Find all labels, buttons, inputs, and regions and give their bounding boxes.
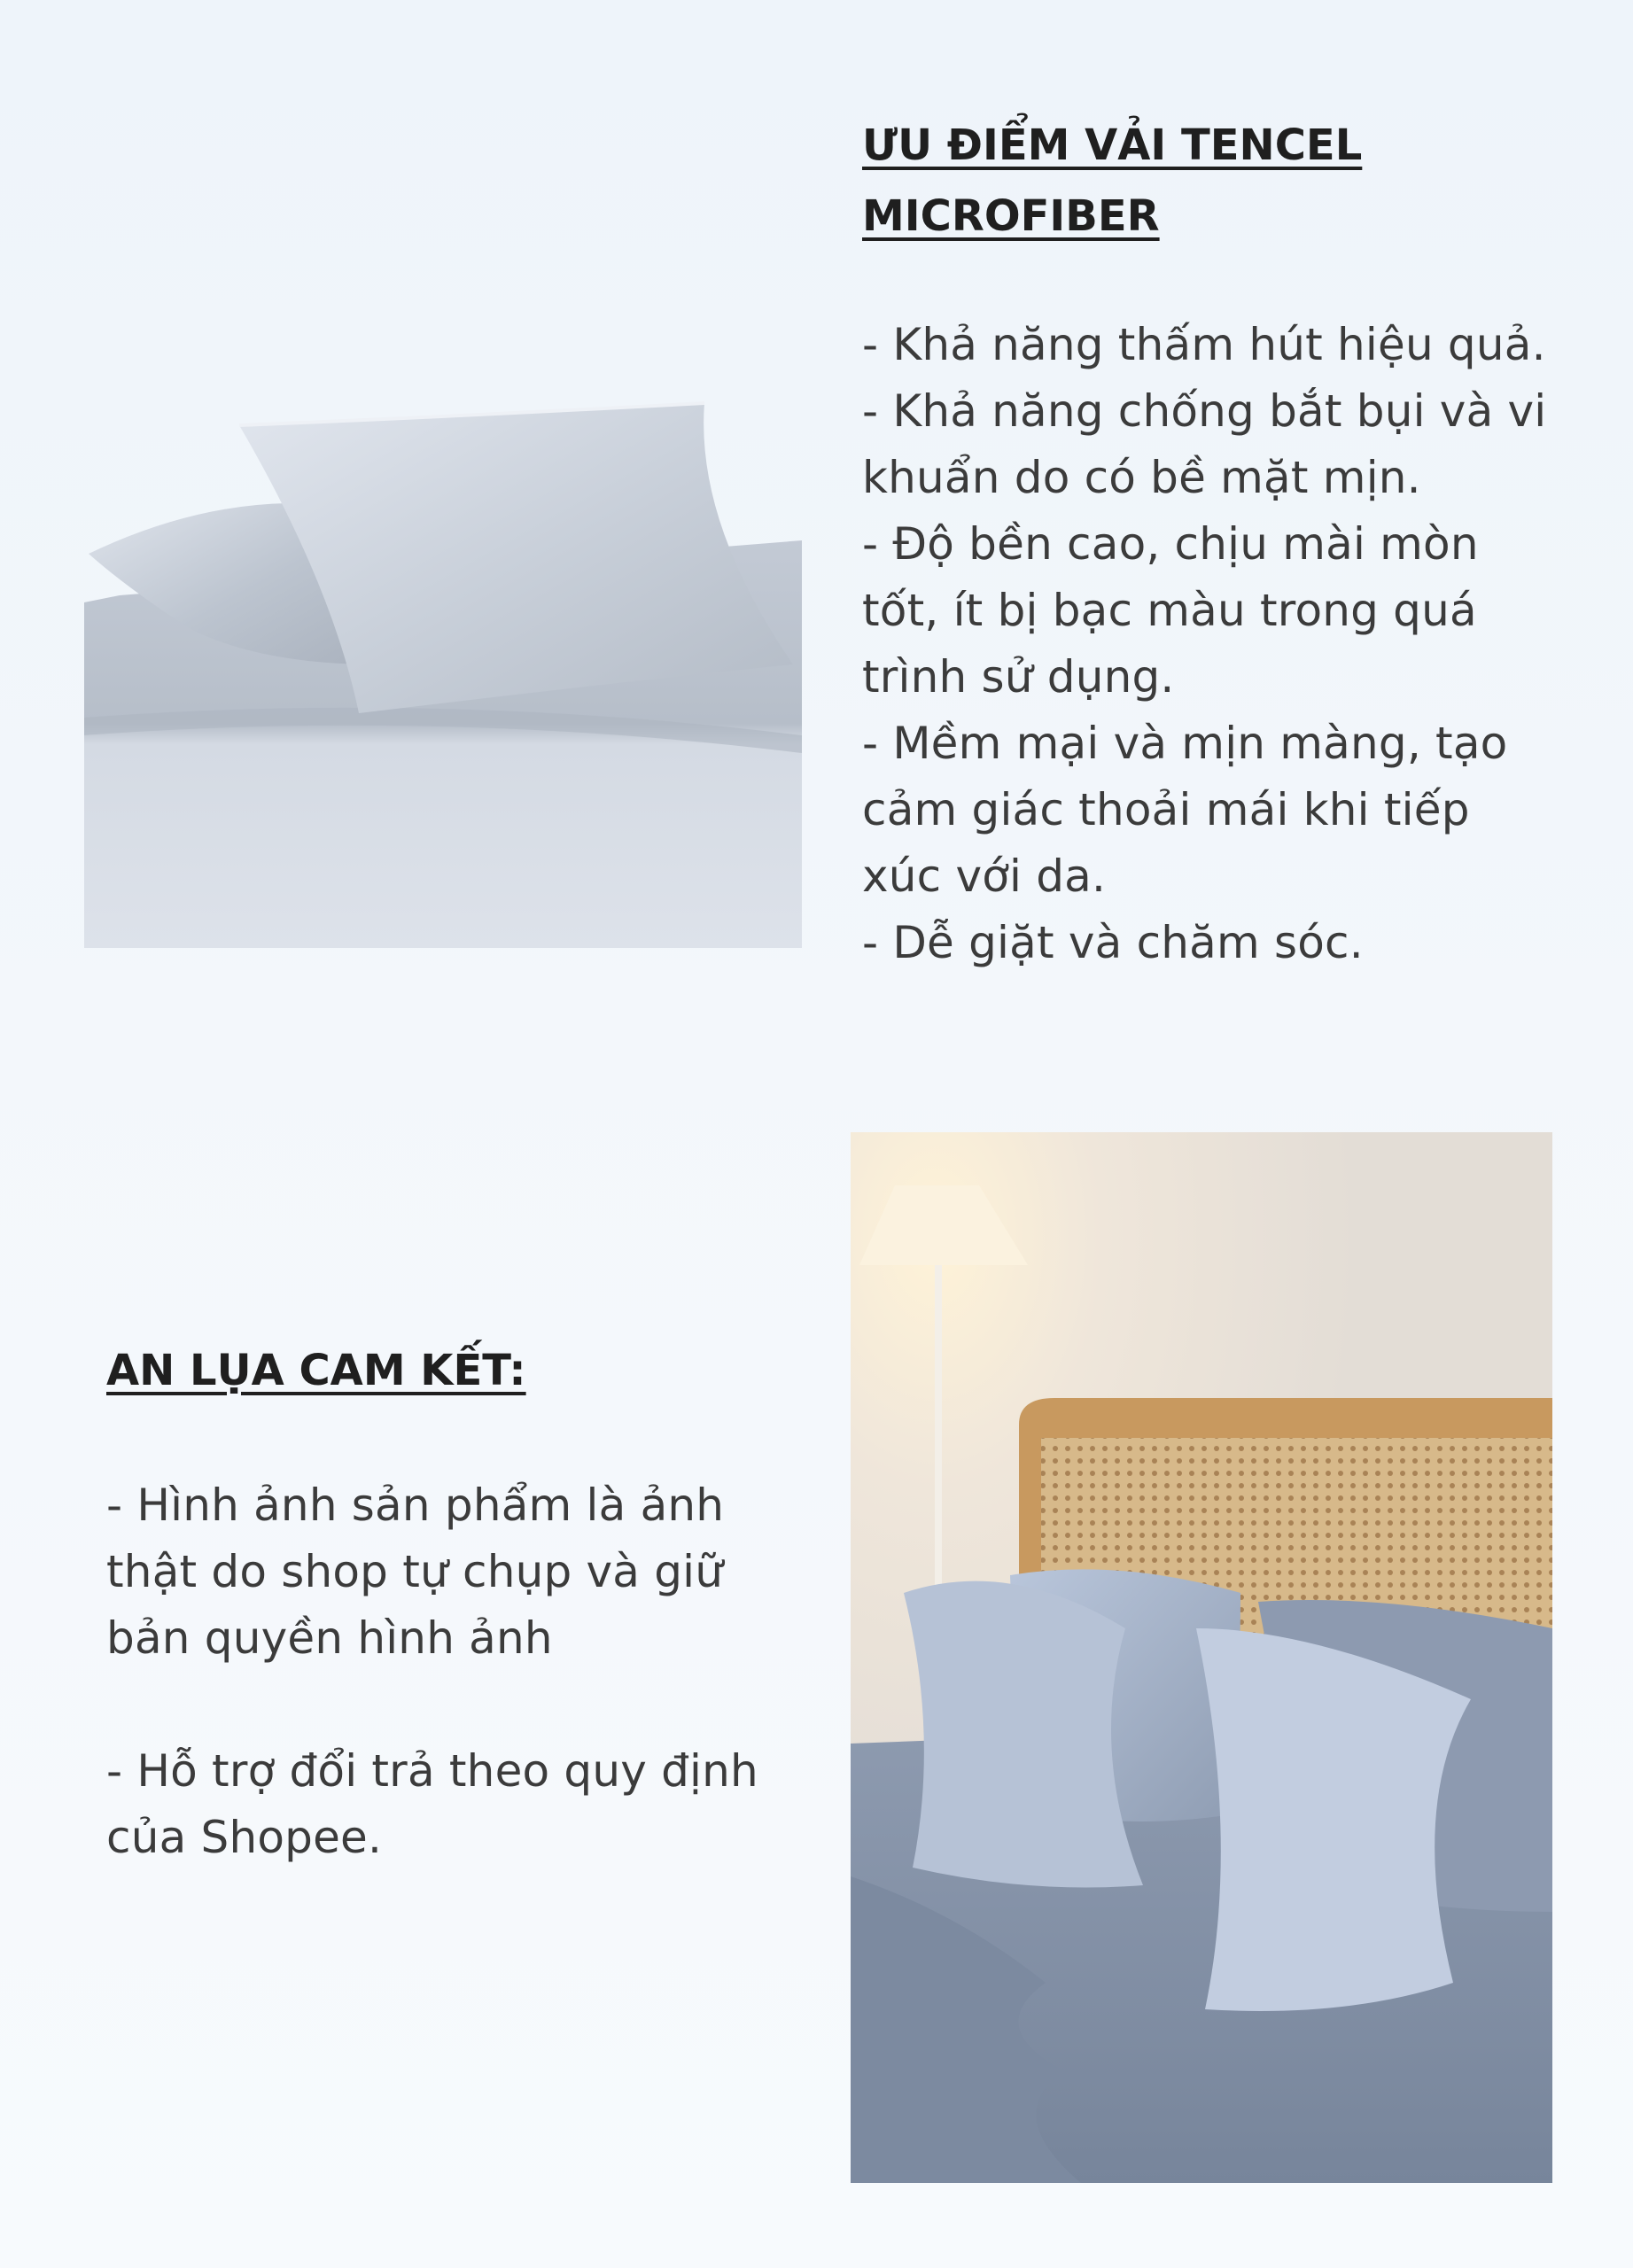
pillow-set-photo: [84, 399, 802, 948]
commitment-section-title: AN LỤA CAM KẾT:: [106, 1346, 526, 1395]
bedroom-photo: [851, 1132, 1552, 2183]
list-item: - Khả năng chống bắt bụi và vi khuẩn do có bề mặt mịn.: [862, 385, 1547, 503]
list-item: - Hỗ trợ đổi trả theo quy định của Shopee.: [106, 1745, 758, 1863]
list-item: - Mềm mại và mịn màng, tạo cảm giác thoải mái khi tiếp xúc với da.: [862, 718, 1508, 902]
fabric-section-title: ƯU ĐIỂM VẢI TENCEL MICROFIBER: [862, 120, 1363, 241]
list-item: - Hình ảnh sản phẩm là ảnh thật do shop tự chụp và giữ bản quyền hình ảnh: [106, 1480, 725, 1664]
commitment-list: [106, 1472, 780, 1938]
fabric-advantages-list: [862, 312, 1553, 976]
list-item: - Khả năng thấm hút hiệu quả.: [862, 319, 1546, 370]
list-item: - Độ bền cao, chịu mài mòn tốt, ít bị bạc màu trong quá trình sử dụng.: [862, 518, 1479, 703]
list-item: - Dễ giặt và chăm sóc.: [862, 917, 1364, 968]
